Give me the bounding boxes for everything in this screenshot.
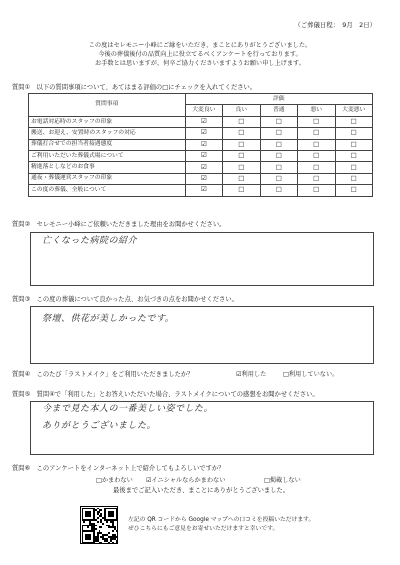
q6-label: 質問⑥ このアンケートをインターネット上で紹介してもよろしいですか？ xyxy=(12,465,225,472)
q1-checkbox[interactable]: □ xyxy=(223,185,260,196)
q1-checkbox[interactable]: □ xyxy=(335,139,373,150)
q6-option-initials[interactable]: ☑イニシャルならかまわない xyxy=(146,477,226,484)
q4-option-not-used[interactable]: □利用していない。 xyxy=(283,371,339,378)
q1-checkbox[interactable]: □ xyxy=(223,173,260,184)
qr-module xyxy=(108,542,110,544)
q1-question-item: この度の葬儀、全般について xyxy=(29,185,186,196)
qr-module xyxy=(116,519,118,521)
q1-checkbox[interactable]: □ xyxy=(298,116,335,127)
qr-module xyxy=(93,542,95,544)
q6-option-ok[interactable]: □かまわない xyxy=(96,477,133,484)
qr-module xyxy=(100,509,102,511)
qr-module xyxy=(116,536,118,538)
q1-checkbox[interactable]: □ xyxy=(298,185,335,196)
q1-checkbox[interactable]: ☑ xyxy=(185,185,222,196)
q3-answer-text: 祭壇、供花が美しかったです。 xyxy=(42,314,175,324)
q1-rating-header: 大変悪い xyxy=(335,105,373,116)
q1-checkbox[interactable]: ☑ xyxy=(185,128,222,139)
qr-module xyxy=(87,526,89,528)
qr-module xyxy=(100,526,102,528)
ceremony-date: （ご葬儀日程： 9月 2日） xyxy=(294,21,376,29)
qr-module xyxy=(112,515,114,517)
qr-module xyxy=(97,521,99,523)
q3-label: 質問③ この度の葬儀について良かった点、お気づきの点をお聞かせください。 xyxy=(12,296,238,303)
q1-checkbox[interactable]: □ xyxy=(335,173,373,184)
q1-rating-header: 悪い xyxy=(298,105,335,116)
intro-line-1: この度はセレモニー小峰にご縁をいただき、まことにありがとうございました。 xyxy=(88,42,312,49)
q1-checkbox[interactable]: □ xyxy=(260,185,297,196)
q5-label: 質問⑤ 質問④で「利用した」とお答えいただいた場合、ラストメイクについての感想をお聞かせください。 xyxy=(12,391,319,398)
qr-module xyxy=(112,530,114,532)
q1-rating-header: 大変良い xyxy=(185,105,222,116)
q1-checkbox[interactable]: □ xyxy=(298,173,335,184)
closing-message: 最後までご記入いただき、まことにありがとうございました。 xyxy=(113,487,290,494)
q1-table-row xyxy=(29,139,373,150)
intro-line-3: お手数とは思いますが、何卒ご協力くださいますようお願い申し上げます。 xyxy=(95,60,305,67)
q1-checkbox[interactable]: □ xyxy=(335,116,373,127)
qr-module xyxy=(116,530,118,532)
q1-question-item: 通夜・葬儀運営スタッフの印象 xyxy=(29,173,186,184)
qr-module xyxy=(89,538,91,540)
qr-module xyxy=(108,532,110,534)
q2-label: 質問② セレモニー小峰にご依頼いただきました理由をお聞かせください。 xyxy=(12,221,226,228)
q1-checkbox[interactable]: □ xyxy=(335,150,373,161)
q6-option-no[interactable]: □掲載しない xyxy=(264,477,301,484)
q1-checkbox[interactable]: □ xyxy=(260,162,297,173)
q1-checkbox[interactable]: □ xyxy=(298,150,335,161)
q1-checkbox[interactable]: □ xyxy=(298,139,335,150)
q1-checkbox[interactable]: □ xyxy=(335,185,373,196)
q1-checkbox[interactable]: □ xyxy=(260,150,297,161)
q1-table-row xyxy=(29,162,373,173)
q1-checkbox[interactable]: □ xyxy=(260,128,297,139)
footer-line-1: 左記の QR コードから Google マップへの口コミを投稿いただけます。 xyxy=(128,517,315,523)
q1-question-item: ご利用いただいた葬儀式場について xyxy=(29,150,186,161)
q1-checkbox[interactable]: □ xyxy=(335,162,373,173)
q1-checkbox[interactable]: □ xyxy=(223,150,260,161)
q1-checkbox[interactable]: □ xyxy=(223,116,260,127)
intro-line-2: 今後の葬儀後付の品質向上に役立てるべくアンケートを行っております。 xyxy=(98,51,302,58)
intro-text xyxy=(0,41,400,68)
q1-checkbox[interactable]: □ xyxy=(223,139,260,150)
q4-option-used[interactable]: ☑利用した xyxy=(236,371,267,378)
q1-checkbox[interactable]: □ xyxy=(260,139,297,150)
q1-question-item: 搬送、お迎え、安置時のスタッフの対応 xyxy=(29,128,186,139)
q1-checkbox[interactable]: □ xyxy=(335,128,373,139)
footer-line-2: ぜひこちらにもご意見をお寄せいただけますと幸いです。 xyxy=(128,526,279,532)
q1-rating-header: 普通 xyxy=(260,105,297,116)
qr-module xyxy=(83,521,85,523)
q1-question-item: 葬儀打合せでの担当者接遇態度 xyxy=(29,139,186,150)
q1-table-row xyxy=(29,173,373,184)
q5-answer-line-2: ありがとうございました。 xyxy=(42,421,157,431)
q1-checkbox[interactable]: ☑ xyxy=(185,150,222,161)
qr-module xyxy=(95,528,97,530)
q1-label: 質問① 以下の質問事項について、あてはまる評価の□にチェックを入れてください。 xyxy=(12,84,257,91)
qr-module xyxy=(112,542,114,544)
q1-checkbox[interactable]: □ xyxy=(223,128,260,139)
q1-checkbox[interactable]: ☑ xyxy=(185,162,222,173)
qr-module xyxy=(95,525,97,527)
qr-code xyxy=(80,506,118,544)
qr-module xyxy=(97,517,99,519)
q1-checkbox[interactable]: □ xyxy=(223,162,260,173)
q1-checkbox[interactable]: ☑ xyxy=(185,139,222,150)
q1-checkbox[interactable]: □ xyxy=(298,162,335,173)
q1-checkbox[interactable]: ☑ xyxy=(185,116,222,127)
q4-label: 質問④ このたび「ラストメイク」をご利用いただきましたか？ xyxy=(12,371,194,378)
q1-checkbox[interactable]: □ xyxy=(298,128,335,139)
q1-rating-header: 良い xyxy=(223,105,260,116)
qr-module xyxy=(106,521,108,523)
q1-col-item: 質問事項 xyxy=(29,94,186,117)
q1-question-item: お電話対応時のスタッフの印象 xyxy=(29,116,186,127)
q1-checkbox[interactable]: ☑ xyxy=(185,173,222,184)
footer-text xyxy=(128,516,314,534)
q2-answer-text: 亡くなった病院の紹介 xyxy=(42,236,138,246)
q1-checkbox[interactable]: □ xyxy=(260,173,297,184)
q1-rating-table xyxy=(28,93,373,197)
qr-module xyxy=(89,515,91,517)
q1-checkbox[interactable]: □ xyxy=(260,116,297,127)
q1-table-row xyxy=(29,128,373,139)
q1-col-eval: 評価 xyxy=(185,94,372,105)
q1-table-row xyxy=(29,116,373,127)
qr-module xyxy=(100,542,102,544)
q1-question-item: 精進落としなどのお食事 xyxy=(29,162,186,173)
qr-module xyxy=(102,523,104,525)
qr-module xyxy=(116,542,118,544)
q1-table-row xyxy=(29,150,373,161)
q5-answer-line-1: 今まで見た本人の一番美しい姿でした。 xyxy=(42,404,214,414)
q1-table-row xyxy=(29,185,373,196)
